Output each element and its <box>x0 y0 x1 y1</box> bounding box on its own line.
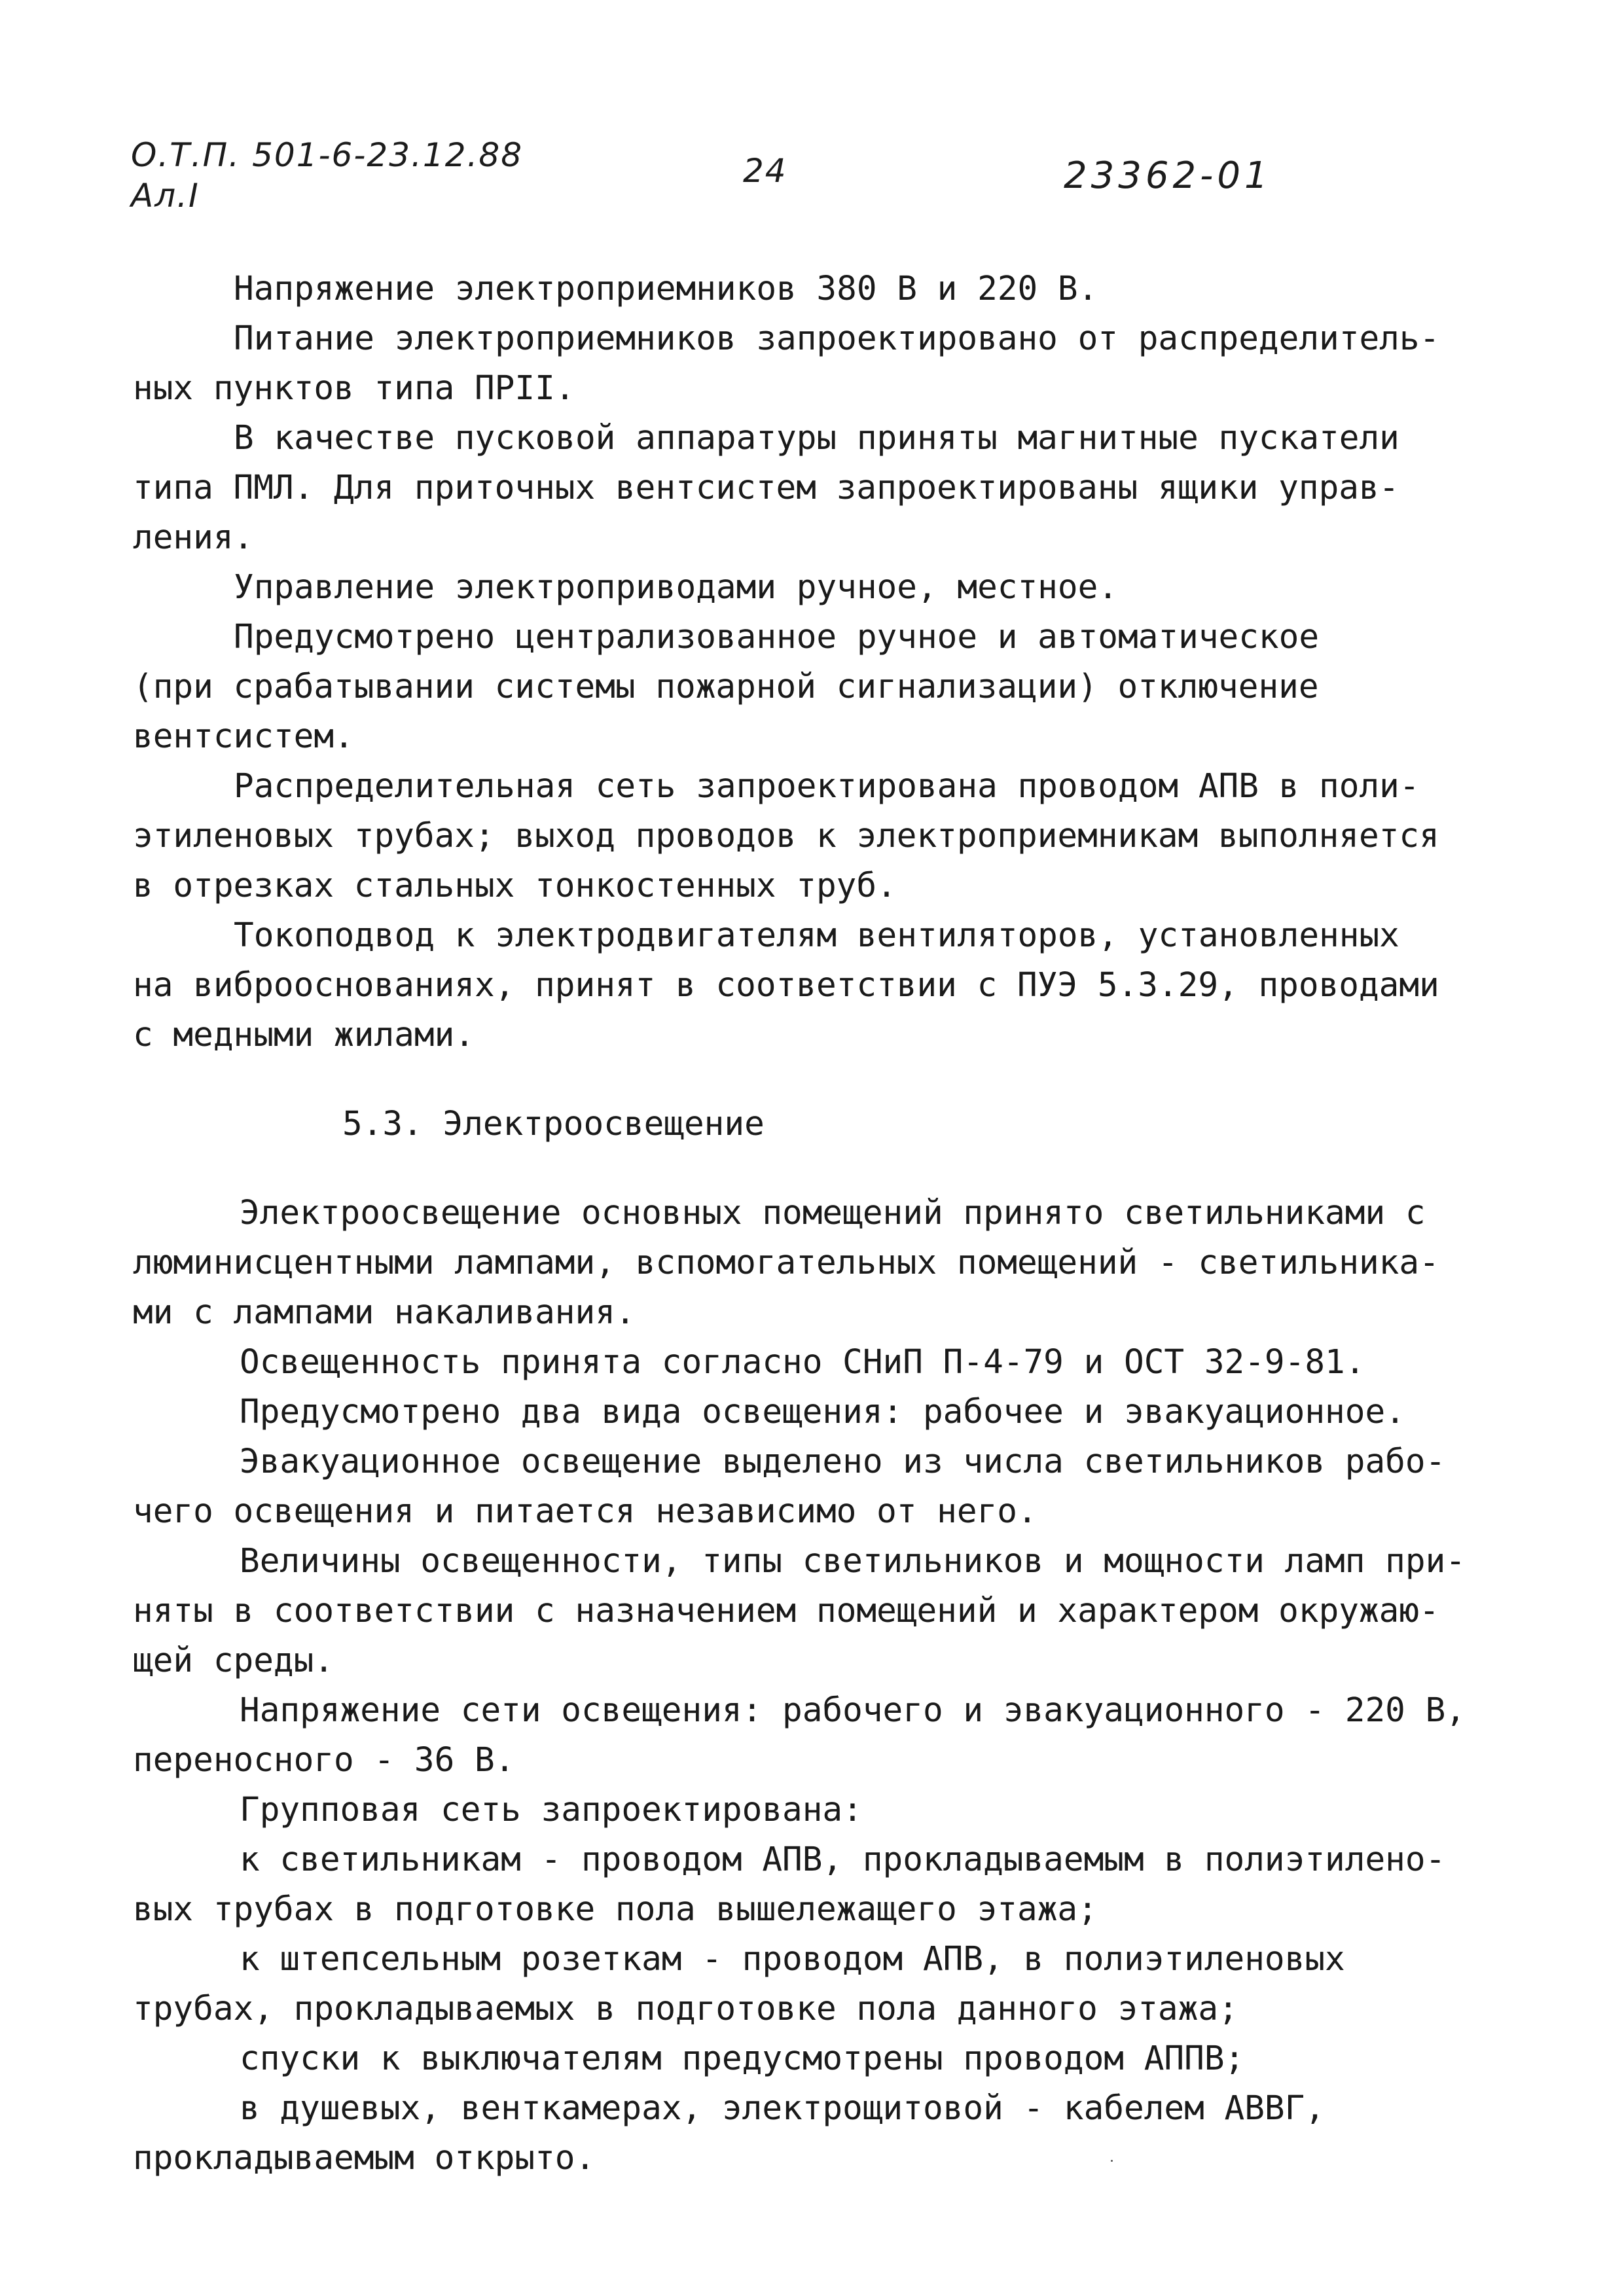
text-line: Величины освещенности, типы светильников и мощности ламп при- <box>240 1542 1466 1581</box>
text-line: типа ПМЛ. Для приточных вентсистем запроектированы ящики управ- <box>133 469 1399 507</box>
text-line: трубах, прокладываемых в подготовке пола данного этажа; <box>133 1990 1238 2028</box>
section-heading: 5.3. Электроосвещение <box>342 1105 765 1143</box>
text-line: к светильникам - проводом АПВ, прокладываемым в полиэтилено- <box>240 1840 1446 1879</box>
scan-speck <box>1111 2160 1113 2162</box>
sheet-label: Ал.I <box>131 177 200 215</box>
text-line: Предусмотрено два вида освещения: рабочее и эвакуационное. <box>240 1393 1405 1431</box>
text-line: переносного - 36 В. <box>133 1741 515 1780</box>
text-line: ления. <box>133 518 254 557</box>
text-line: Распределительная сеть запроектирована проводом АПВ в поли- <box>234 767 1420 806</box>
text-line: в душевых, венткамерах, электрощитовой - кабелем АВВГ, <box>240 2089 1326 2128</box>
text-line: с медными жилами. <box>133 1016 475 1054</box>
text-line: (при срабатывании системы пожарной сигнализации) отключение <box>133 668 1319 706</box>
text-line: Освещенность принята согласно СНиП П-4-79 и ОСТ 32-9-81. <box>240 1343 1365 1382</box>
text-line: Эвакуационное освещение выделено из числа светильников рабо- <box>240 1443 1446 1481</box>
text-line: Токоподвод к электродвигателям вентиляторов, установленных <box>234 916 1399 955</box>
text-line: люминисцентными лампами, вспомогательных помещений - светильника- <box>133 1244 1439 1282</box>
text-line: Напряжение электроприемников 380 В и 220 В. <box>234 270 1098 308</box>
text-line: прокладываемым открыто. <box>133 2139 596 2178</box>
text-line: Электроосвещение основных помещений принято светильниками с <box>240 1194 1426 1232</box>
text-line: Предусмотрено централизованное ручное и автоматическое <box>234 618 1320 656</box>
text-line: ми с лампами накаливания. <box>133 1293 636 1332</box>
text-line: вентсистем. <box>133 717 354 756</box>
text-line: В качестве пусковой аппаратуры приняты магнитные пускатели <box>234 419 1399 457</box>
text-line: в отрезках стальных тонкостенных труб. <box>133 867 897 905</box>
text-line: вых трубах в подготовке пола вышележащего этажа; <box>133 1890 1098 1929</box>
text-line: Питание электроприемников запроектировано от распределитель- <box>234 319 1440 358</box>
text-line: чего освещения и питается независимо от него. <box>133 1492 1038 1531</box>
text-line: няты в соответствии с назначением помещений и характером окружаю- <box>133 1592 1439 1630</box>
document-code: О.Т.П. 501-6-23.12.88 <box>131 136 524 174</box>
text-line: к штепсельным розеткам - проводом АПВ, в полиэтиленовых <box>240 1940 1345 1979</box>
text-line: на виброоснованиях, принят в соответствии с ПУЭ 5.3.29, проводами <box>133 966 1439 1005</box>
text-line: Напряжение сети освещения: рабочего и эвакуационного - 220 В, <box>240 1691 1466 1730</box>
text-line: этиленовых трубах; выход проводов к электроприемникам выполняется <box>133 817 1439 855</box>
text-line: Групповая сеть запроектирована: <box>240 1791 863 1829</box>
document-id: 23362-01 <box>1064 154 1272 197</box>
text-line: спуски к выключателям предусмотрены проводом АППВ; <box>240 2039 1245 2078</box>
text-line: ных пунктов типа ПРII. <box>133 369 575 408</box>
text-line: щей среды. <box>133 1641 334 1680</box>
text-line: Управление электроприводами ручное, местное. <box>234 568 1119 607</box>
page-number: 24 <box>743 152 787 190</box>
